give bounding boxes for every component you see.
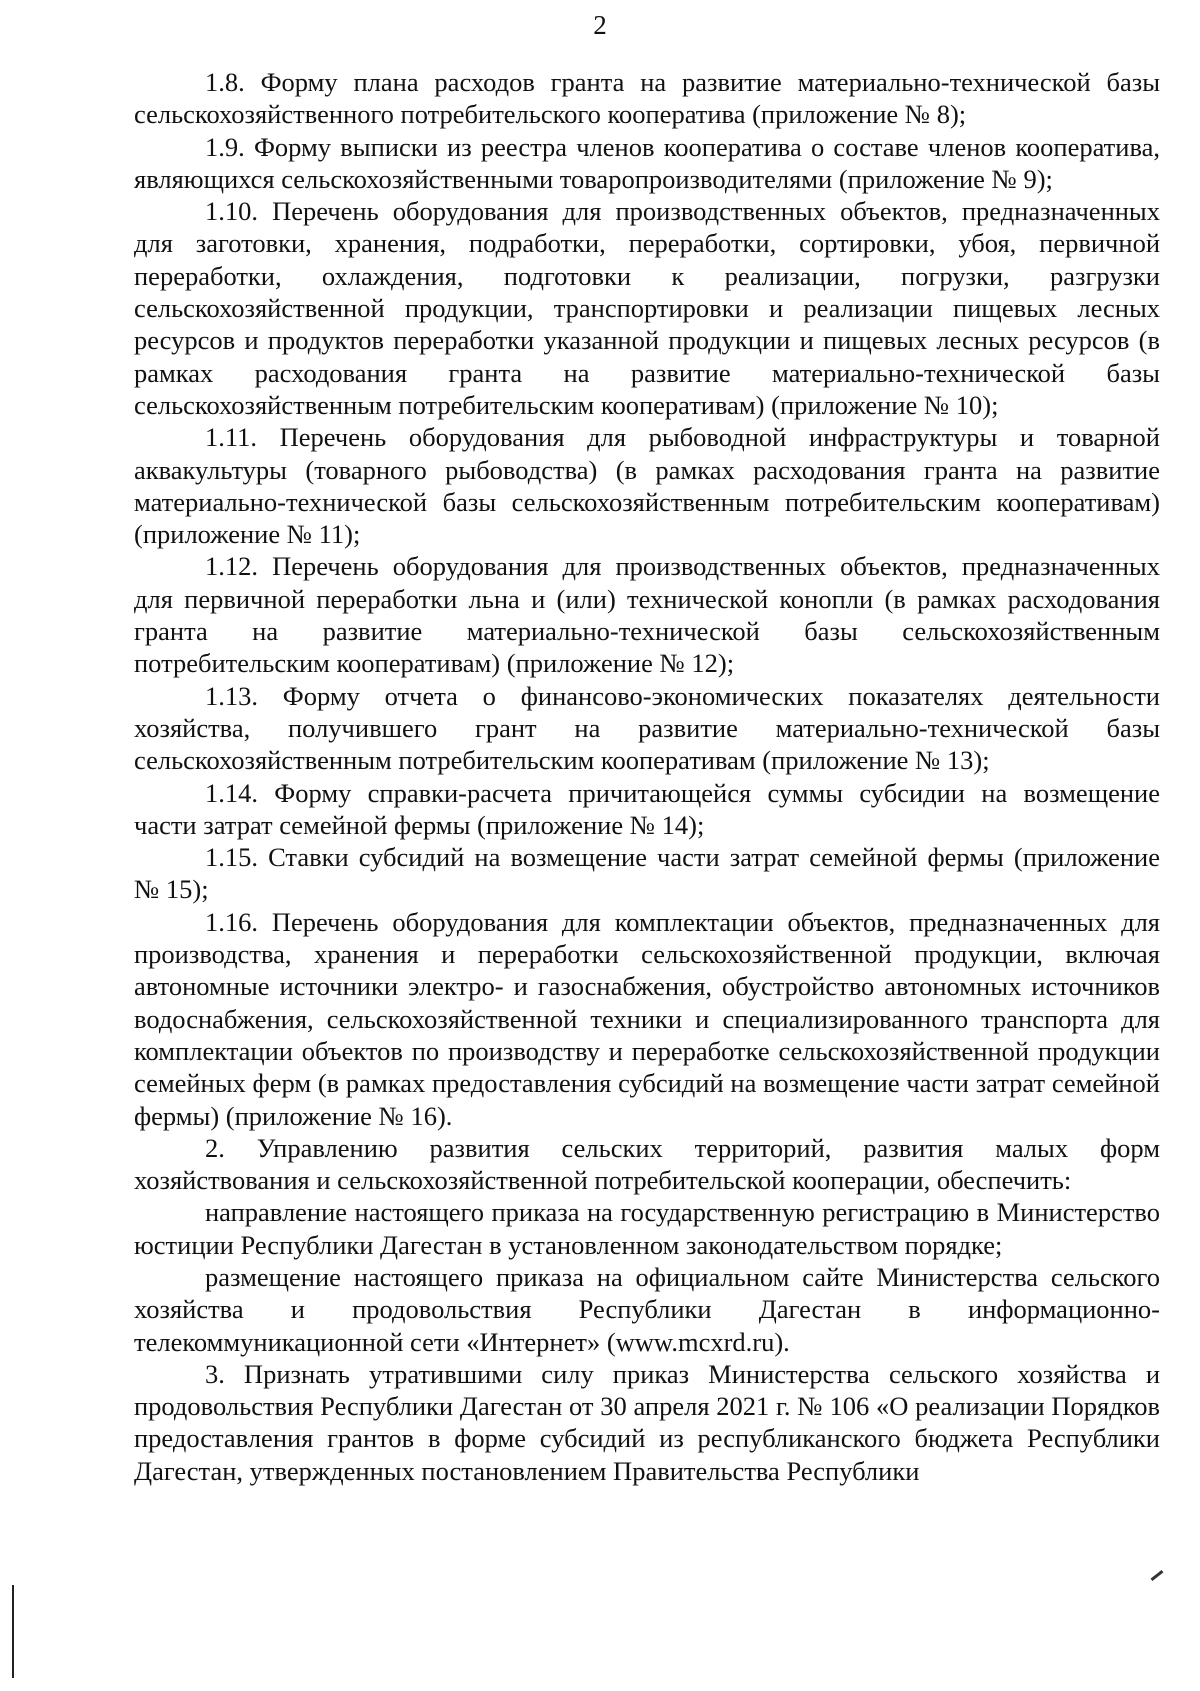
paragraph-1-13: 1.13. Форму отчета о финансово-экономических показателях деятельности хозяйства, получившего грант на развитие материально-технической базы сельскохозяйственным потребительским кооперативам (приложение № 13); [134, 680, 1160, 776]
paragraph-1-12: 1.12. Перечень оборудования для производственных объектов, предназначенных для первичной переработки льна и (или) технической конопли (в рамках расходования гранта на развитие материально-технической базы сельскохозяйственным потребительским кооперативам) (приложение № 12); [134, 551, 1160, 679]
paragraph-1-14: 1.14. Форму справки-расчета причитающейся суммы субсидии на возмещение части затрат семейной фермы (приложение № 14); [134, 777, 1160, 840]
paragraph-1-10: 1.10. Перечень оборудования для производственных объектов, предназначенных для заготовки, хранения, подработки, переработки, сортировки, убоя, первичной переработки, охлаждения, подготовки к реализации, погрузки, разгрузки сельскохозяйственной продукции, транспортировки и реализации пищевых лесных ресурсов и продуктов переработки указанной продукции и пищевых лесных ресурсов (в рамках расходования гранта на развитие материально-технической базы сельскохозяйственным потребительским кооперативам) (приложение № 10); [134, 196, 1160, 420]
paragraph-2: 2. Управлению развития сельских территорий, развития малых форм хозяйствования и сельскохозяйственной потребительской кооперации, обеспечить: [134, 1132, 1160, 1196]
paragraph-2-publication: размещение настоящего приказа на официальном сайте Министерства сельского хозяйства и продовольствия Республики Дагестан в информационно-телекоммуникационной сети «Интернет» (www.mcxrd.ru). [134, 1261, 1160, 1357]
paragraph-1-11: 1.11. Перечень оборудования для рыбоводной инфраструктуры и товарной аквакультуры (товарного рыбоводства) (в рамках расходования гранта на развитие материально-технической базы сельскохозяйственным потребительским кооперативам) (приложение № 11); [134, 422, 1160, 550]
paragraph-1-16: 1.16. Перечень оборудования для комплектации объектов, предназначенных для производства, хранения и переработки сельскохозяйственной продукции, включая автономные источники электро- и газоснабжения, обустройство автономных источников водоснабжения, сельскохозяйственной техники и специализированного транспорта для комплектации объектов по производству и переработке сельскохозяйственной продукции семейных ферм (в рамках предоставления субсидий на возмещение части затрат семейной фермы) (приложение № 16). [134, 906, 1160, 1131]
paragraph-1-15: 1.15. Ставки субсидий на возмещение части затрат семейной фермы (приложение № 15); [134, 842, 1160, 905]
paragraph-2-registration: направление настоящего приказа на государственную регистрацию в Министерство юстиции Республики Дагестан в установленном законодательством порядке; [134, 1197, 1160, 1260]
scan-mark [1151, 1570, 1164, 1581]
scan-margin-line [12, 1585, 14, 1678]
paragraph-1-8: 1.8. Форму плана расходов гранта на развитие материально-технической базы сельскохозяйственного потребительского кооператива (приложение № 8); [134, 67, 1160, 130]
page-number: 2 [593, 10, 607, 40]
paragraph-1-9: 1.9. Форму выписки из реестра членов кооператива о составе членов кооператива, являющихся сельскохозяйственными товаропроизводителями (приложение № 9); [134, 131, 1160, 194]
paragraph-3: 3. Признать утратившими силу приказ Министерства сельского хозяйства и продовольствия Республики Дагестан от 30 апреля 2021 г. № 106 «О реализации Порядков предоставления грантов в форме субсидий из республиканского бюджета Республики Дагестан, утвержденных постановлением Правительства Республики [134, 1358, 1160, 1486]
document-body [134, 66, 1160, 1487]
